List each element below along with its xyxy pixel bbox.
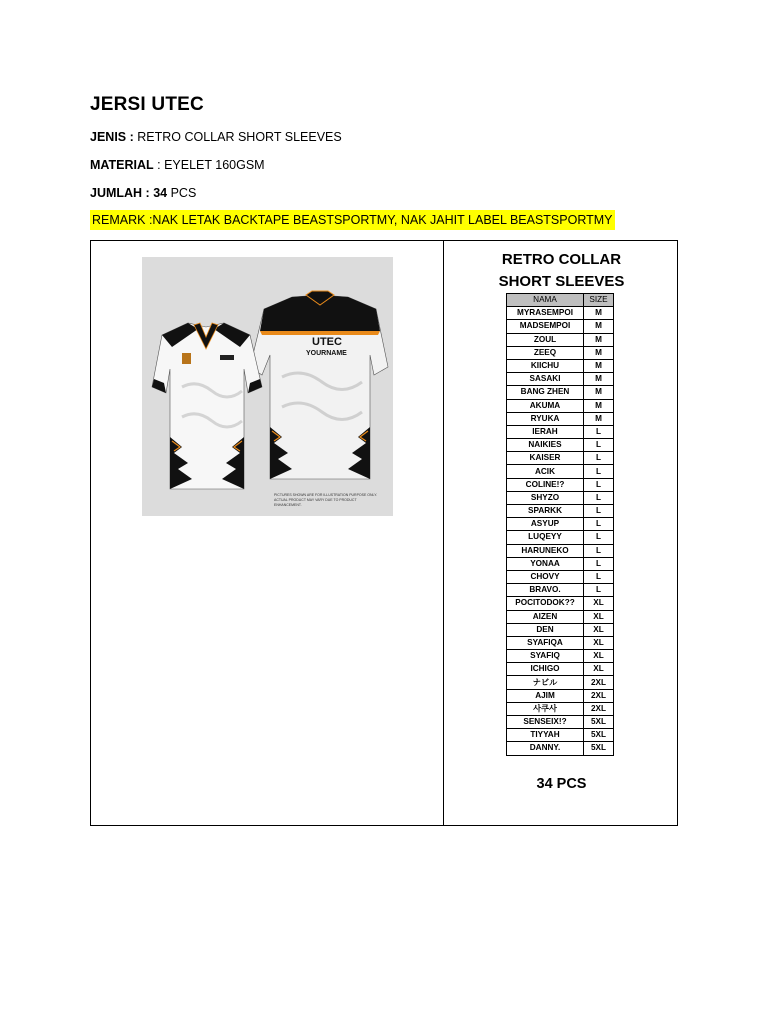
header-nama: NAMA (507, 294, 584, 307)
row-name: 사쿠사 (507, 702, 584, 715)
table-row (507, 650, 614, 663)
jersey-mockup-image (142, 257, 393, 516)
size-table (506, 293, 614, 756)
row-size: L (584, 570, 614, 583)
row-size: XL (584, 650, 614, 663)
row-name: SYAFIQA (507, 636, 584, 649)
table-row (507, 689, 614, 702)
row-size: 2XL (584, 702, 614, 715)
table-row (507, 386, 614, 399)
row-name: AJIM (507, 689, 584, 702)
row-size: L (584, 505, 614, 518)
row-size: L (584, 439, 614, 452)
jersey-illustration (142, 257, 393, 516)
row-name: SYAFIQ (507, 650, 584, 663)
row-size: L (584, 518, 614, 531)
remark-highlight: REMARK :NAK LETAK BACKTAPE BEASTSPORTMY, NAK JAHIT LABEL BEASTSPORTMY (90, 210, 615, 230)
front-jersey (152, 323, 262, 489)
row-size: L (584, 452, 614, 465)
table-row (507, 359, 614, 372)
row-size: 2XL (584, 689, 614, 702)
row-size: 5XL (584, 729, 614, 742)
row-name: POCITODOK?? (507, 597, 584, 610)
row-name: ZEEQ (507, 346, 584, 359)
row-size: M (584, 399, 614, 412)
table-row (507, 307, 614, 320)
row-name: ICHIGO (507, 663, 584, 676)
table-row (507, 452, 614, 465)
table-row (507, 399, 614, 412)
row-size: XL (584, 663, 614, 676)
row-name: AIZEN (507, 610, 584, 623)
header-size: SIZE (584, 294, 614, 307)
row-name: SASAKI (507, 373, 584, 386)
row-size: XL (584, 610, 614, 623)
row-size: XL (584, 623, 614, 636)
row-size: XL (584, 636, 614, 649)
total-quantity: 34 PCS (536, 776, 587, 792)
table-row (507, 425, 614, 438)
row-name: COLINE!? (507, 478, 584, 491)
row-size: 2XL (584, 676, 614, 689)
row-name: AKUMA (507, 399, 584, 412)
jumlah-line (90, 186, 196, 200)
table-row (507, 320, 614, 333)
row-size: M (584, 373, 614, 386)
table-row (507, 491, 614, 504)
row-name: ZOUL (507, 333, 584, 346)
table-row (507, 597, 614, 610)
table-row (507, 333, 614, 346)
back-print-team: UTEC (312, 336, 342, 348)
table-row (507, 505, 614, 518)
material-label: MATERIAL (90, 158, 154, 172)
row-size: L (584, 557, 614, 570)
row-size: M (584, 386, 614, 399)
row-name: KAISER (507, 452, 584, 465)
row-name: ACIK (507, 465, 584, 478)
row-size: M (584, 320, 614, 333)
jenis-line (90, 130, 342, 144)
row-size: 5XL (584, 742, 614, 755)
back-print-name: YOURNAME (306, 350, 347, 357)
row-size: M (584, 307, 614, 320)
row-name: MADSEMPOI (507, 320, 584, 333)
table-row (507, 676, 614, 689)
row-size: M (584, 333, 614, 346)
chest-print (220, 355, 234, 360)
table-row (507, 412, 614, 425)
table-row (507, 716, 614, 729)
jenis-label: JENIS : (90, 130, 134, 144)
row-name: ナビル (507, 676, 584, 689)
table-row (507, 623, 614, 636)
row-size: L (584, 544, 614, 557)
row-name: DANNY. (507, 742, 584, 755)
row-size: 5XL (584, 716, 614, 729)
jumlah-unit: PCS (170, 186, 197, 200)
table-row (507, 518, 614, 531)
row-name: BRAVO. (507, 584, 584, 597)
row-size: M (584, 359, 614, 372)
table-row (507, 570, 614, 583)
row-name: LUQEYY (507, 531, 584, 544)
size-table-body (507, 307, 614, 755)
table-row (507, 636, 614, 649)
row-size: L (584, 584, 614, 597)
material-value: : EYELET 160GSM (157, 158, 265, 172)
table-row (507, 610, 614, 623)
mockup-disclaimer: PICTURES SHOWN ARE FOR ILLUSTRATION PURPOSE ONLY. ACTUAL PRODUCT MAY VARY DUE TO PRODUCT ENHANCEMENT. (274, 493, 378, 507)
order-panel-title (444, 249, 679, 293)
table-row (507, 346, 614, 359)
table-row (507, 465, 614, 478)
row-name: SPARKK (507, 505, 584, 518)
order-title-line2: SHORT SLEEVES (498, 273, 625, 290)
row-size: L (584, 465, 614, 478)
table-row (507, 544, 614, 557)
table-row (507, 478, 614, 491)
row-name: YONAA (507, 557, 584, 570)
table-row (507, 729, 614, 742)
row-size: M (584, 346, 614, 359)
order-frame (90, 240, 678, 826)
row-name: DEN (507, 623, 584, 636)
row-size: L (584, 491, 614, 504)
row-name: SHYZO (507, 491, 584, 504)
row-name: TIYYAH (507, 729, 584, 742)
crest-emblem (182, 353, 191, 364)
row-name: IERAH (507, 425, 584, 438)
table-row (507, 742, 614, 755)
row-name: BANG ZHEN (507, 386, 584, 399)
jumlah-label: JUMLAH : 34 (90, 186, 168, 200)
row-size: L (584, 425, 614, 438)
table-row (507, 584, 614, 597)
back-jersey (250, 291, 388, 479)
jenis-value: RETRO COLLAR SHORT SLEEVES (137, 130, 342, 144)
row-size: L (584, 531, 614, 544)
order-title-line1: RETRO COLLAR (501, 251, 622, 268)
table-row (507, 702, 614, 715)
table-row (507, 663, 614, 676)
row-size: M (584, 412, 614, 425)
row-size: XL (584, 597, 614, 610)
row-name: NAIKIES (507, 439, 584, 452)
document-title: JERSI UTEC (90, 94, 204, 115)
table-row (507, 373, 614, 386)
row-name: MYRASEMPOI (507, 307, 584, 320)
row-name: KIICHU (507, 359, 584, 372)
row-name: HARUNEKO (507, 544, 584, 557)
table-row (507, 557, 614, 570)
row-name: ASYUP (507, 518, 584, 531)
row-name: SENSEIX!? (507, 716, 584, 729)
row-name: CHOVY (507, 570, 584, 583)
table-row (507, 439, 614, 452)
row-size: L (584, 478, 614, 491)
size-table-header (507, 294, 614, 307)
material-line (90, 158, 265, 172)
row-name: RYUKA (507, 412, 584, 425)
column-divider (443, 241, 444, 825)
table-row (507, 531, 614, 544)
